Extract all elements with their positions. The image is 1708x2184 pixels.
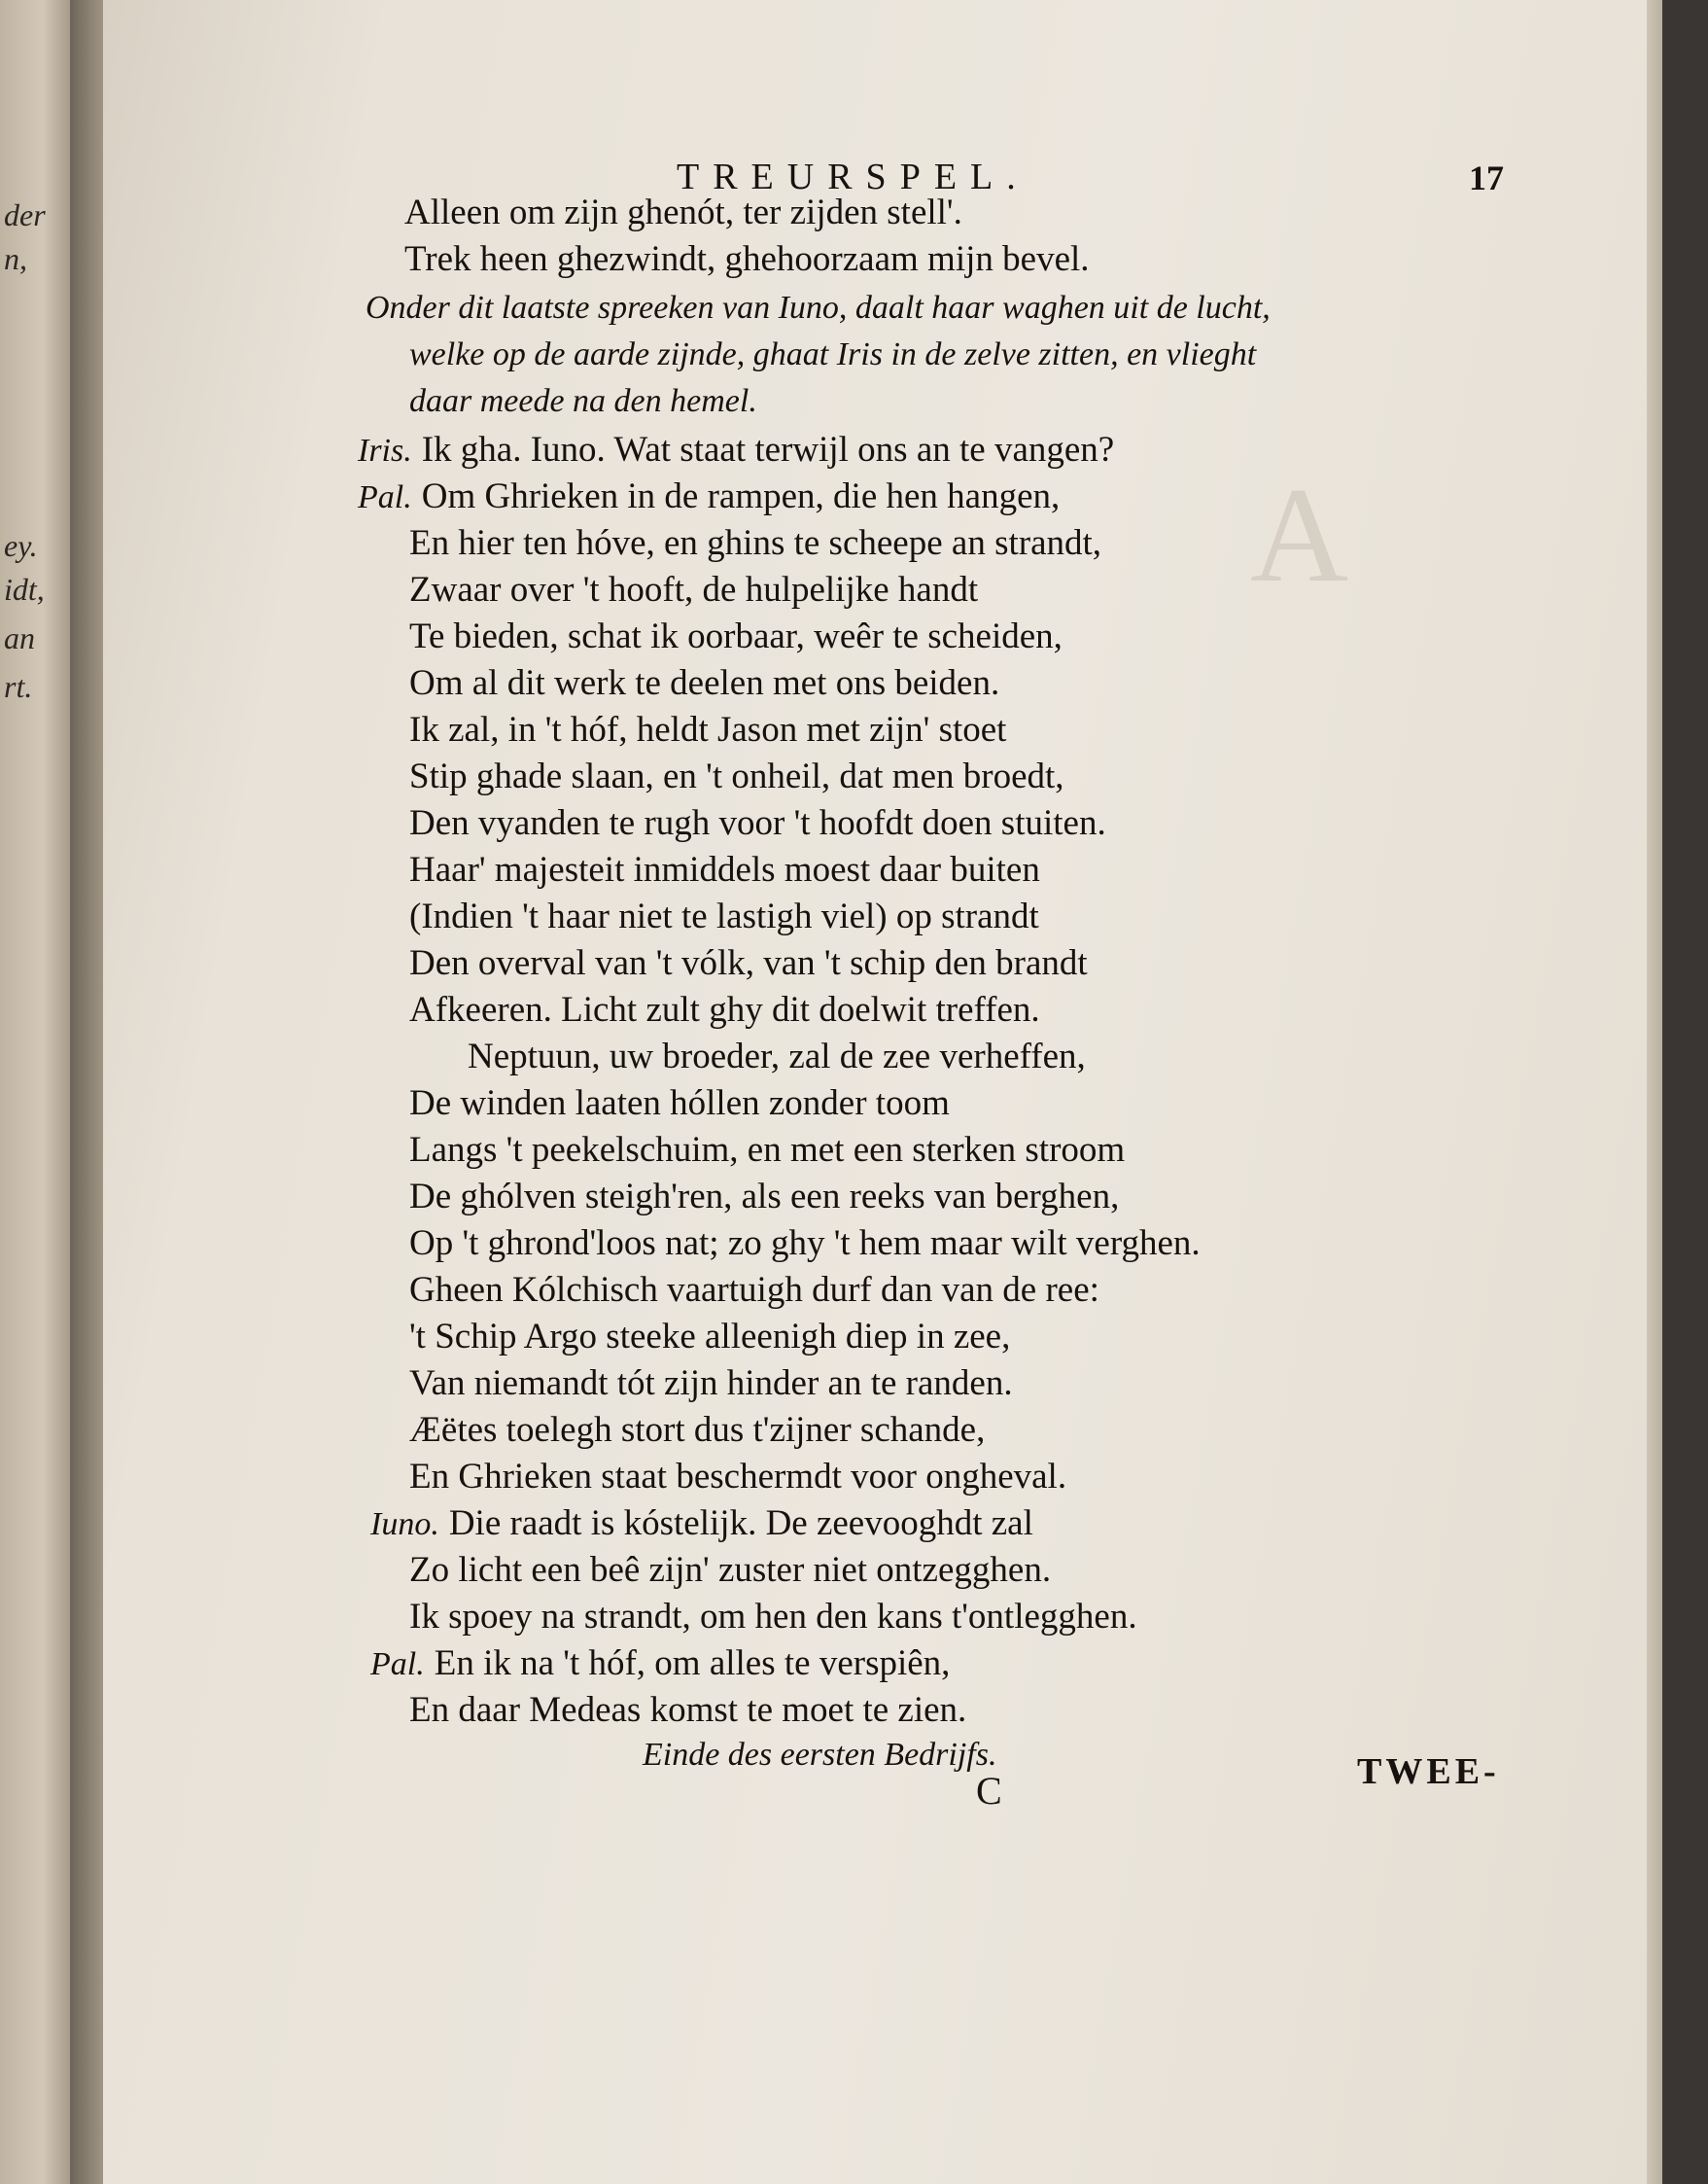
verse-line: Langs 't peekelschuim, en met een sterken stroom [409,1130,1126,1170]
verse-line: Op 't ghrond'loos nat; zo ghy 't hem maar wilt verghen. [409,1223,1201,1263]
verse-line: Ik spoey na strandt, om hen den kans t'ontlegghen. [409,1597,1137,1637]
verse-line: Trek heen ghezwindt, ghehoorzaam mijn bevel. [404,239,1090,279]
act-end-line: Einde des eersten Bedrijfs. [643,1737,997,1773]
verse-line: Alleen om zijn ghenót, ter zijden stell'. [404,193,962,232]
verse-line: 't Schip Argo steeke alleenigh diep in zee, [409,1317,1011,1356]
verse-line: Neptuun, uw broeder, zal de zee verheffen, [468,1037,1086,1076]
verse-line: Den overval van 't vólk, van 't schip den brandt [409,943,1088,983]
verse-line: Van niemandt tót zijn hinder an te randen. [409,1363,1013,1403]
page-fore-edge [1647,0,1662,2184]
verse-line: Afkeeren. Licht zult ghy dit doelwit treffen. [409,990,1040,1030]
verse-line: Ik zal, in 't hóf, heldt Jason met zijn' stoet [409,710,1007,750]
verse-line: Stip ghade slaan, en 't onheil, dat men broedt, [409,757,1064,796]
speaker-label: Pal. [370,1646,425,1682]
verse-line: Te bieden, schat ik oorbaar, weêr te scheiden, [409,616,1063,656]
verse-line: En hier ten hóve, en ghins te scheepe an strandt, [409,523,1102,563]
verse-line: Pal. En ik na 't hóf, om alles te verspiên, [370,1643,951,1683]
stage-direction: welke op de aarde zijnde, ghaat Iris in de zelve zitten, en vlieght [409,336,1257,372]
book-gutter [70,0,103,2184]
left-page-fragment: rt. [4,669,33,704]
verse-line: Zo licht een beê zijn' zuster niet ontzegghen. [409,1550,1052,1590]
running-head: TREURSPEL. [677,157,1029,197]
verse-line: Haar' majesteit inmiddels moest daar buiten [409,850,1040,890]
verse-line: (Indien 't haar niet te lastigh viel) op strandt [409,897,1039,936]
left-page-fragment: an [4,620,35,655]
speaker-label: Pal. [358,479,412,515]
verse-line: Iuno. Die raadt is kóstelijk. De zeevooghdt zal [370,1503,1033,1543]
page-number: 17 [1469,159,1504,197]
stage-direction: Onder dit laatste spreeken van Iuno, daalt haar waghen uit de lucht, [366,290,1271,326]
speaker-label: Iris. [358,433,412,469]
verse-line: Om al dit werk te deelen met ons beiden. [409,663,1000,703]
verse-line: De ghólven steigh'ren, als een reeks van berghen, [409,1177,1120,1216]
left-page-fragment: ey. [4,528,38,563]
verse-line: De winden laaten hóllen zonder toom [409,1083,950,1123]
verse-line: Æëtes toelegh stort dus t'zijner schande, [409,1410,986,1450]
verse-line: Zwaar over 't hooft, de hulpelijke handt [409,570,979,610]
catchword: TWEE- [1357,1751,1500,1792]
verse-line: En Ghrieken staat beschermdt voor ongheval. [409,1457,1067,1497]
verse-line: Iris. Ik gha. Iuno. Wat staat terwijl ons an te vangen? [358,430,1115,470]
verse-line: Gheen Kólchisch vaartuigh durf dan van de ree: [409,1270,1099,1310]
speaker-label: Iuno. [370,1506,439,1542]
signature-mark: C [976,1769,1002,1813]
verse-line: Den vyanden te rugh voor 't hoofdt doen stuiten. [409,803,1106,843]
left-page-fragment: n, [4,241,27,276]
left-page-fragment: idt, [4,572,45,607]
verse-line: Pal. Om Ghrieken in de rampen, die hen hangen, [358,476,1061,516]
verse-line: En daar Medeas komst te moet te zien. [409,1690,967,1730]
stage-direction: daar meede na den hemel. [409,383,757,419]
show-through-letter: A [1250,460,1349,611]
left-page-edge [0,0,70,2184]
left-page-fragment: der [4,197,46,232]
book-page [103,0,1647,2184]
